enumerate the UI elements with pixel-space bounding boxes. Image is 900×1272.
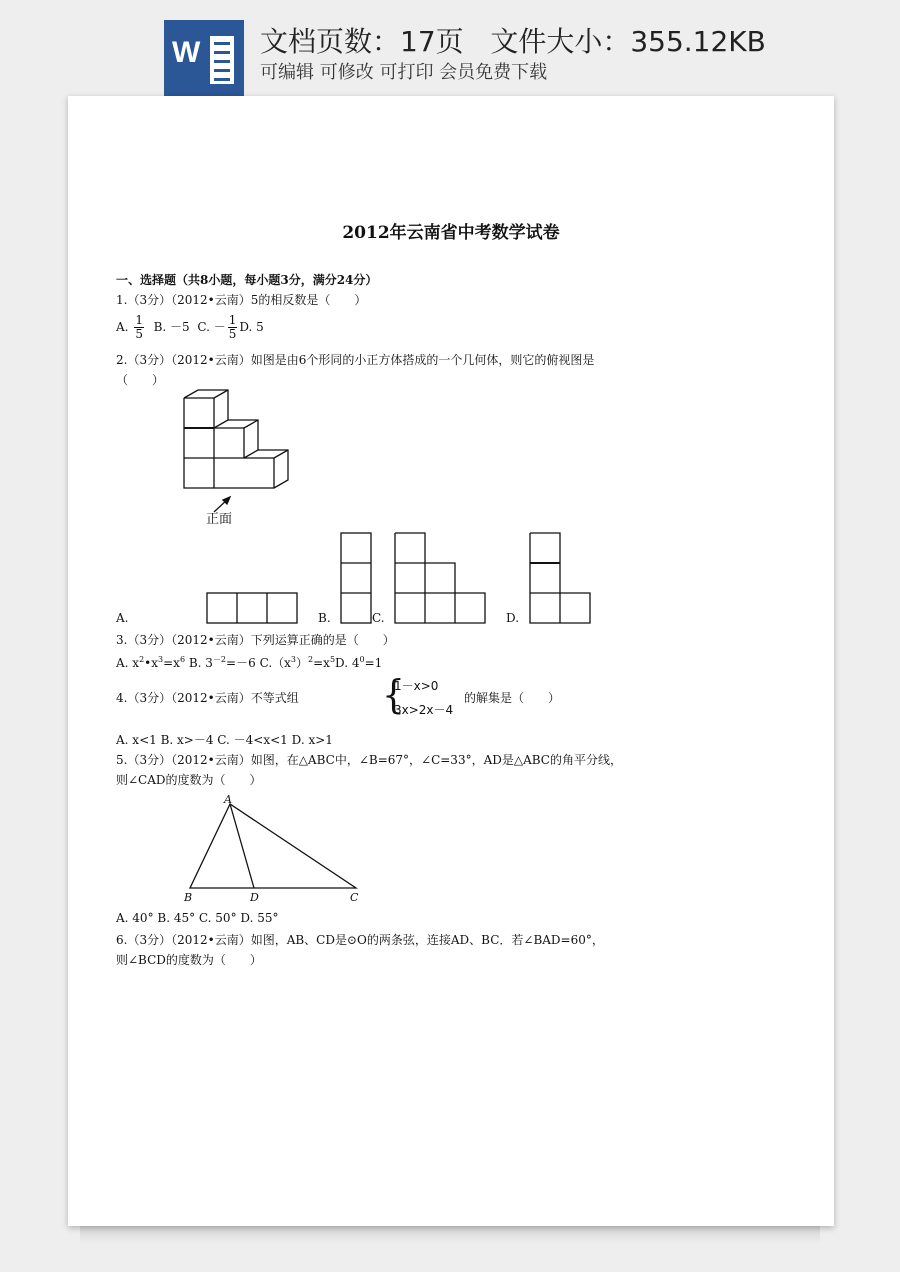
q5-stem: 5.（3分）（2012•云南）如图，在△ABC中，∠B=67°，∠C=33°，AD是△ABC的角平分线， [116,753,622,767]
header-banner [0,0,900,100]
word-icon-lines [210,36,234,84]
q5-label-d: D [250,891,259,904]
q2-option-b-figure [340,532,372,624]
q3-a-exp2: 3 [158,655,164,664]
q4-line2: 3x>2x－4 [394,703,454,717]
q5-label-c: C [350,891,359,904]
q1-c-numerator: 1 [228,313,237,327]
q3-options [116,652,382,671]
q4-stem-post: 的解集是（ ） [464,691,561,705]
q1-stem: 1.（3分）（2012•云南）5的相反数是（ ） [116,293,367,307]
page-shadow [80,1226,820,1244]
q1-options [116,312,264,342]
page-title: 2012年云南省中考数学试卷 [342,223,560,243]
q3-d-exp: 0 [359,655,365,664]
q3-stem: 3.（3分）（2012•云南）下列运算正确的是（ ） [116,633,395,647]
q3-c-text3: =x [313,656,330,670]
q3-a-text2: •x [144,656,159,670]
section-heading: 一、选择题（共8小题，每小题3分，满分24分） [116,273,378,287]
q2-option-a-figure [206,592,298,624]
q1-option-d: D. 5 [239,320,264,334]
q1-fraction-a [134,314,144,341]
q2-option-d-figure [529,532,591,624]
q3-c-exp3: 5 [329,655,336,664]
word-document-icon [164,20,244,96]
word-icon-letter: W [172,36,201,69]
q2-cube-figure [184,390,294,490]
q6-stem: 6.（3分）（2012•云南）如图，AB、CD是⊙O的两条弦，连接AD、BC．若∠BAD=60°， [116,933,604,947]
q5-label-a: A [224,793,232,806]
q3-a-exp3: 6 [179,655,186,664]
q3-d-text2: =1 [364,656,383,670]
q3-c-text1: C.（x [259,656,291,670]
q2-option-c-label: C. [372,611,385,625]
q1-option-a: A. [116,320,129,334]
q5-options: A. 40° B. 45° C. 50° D. 55° [116,911,279,925]
q4-brace: { [382,672,405,718]
q1-fraction-c [228,314,238,341]
q1-a-numerator: 1 [135,313,143,327]
q1-c-denominator: 5 [228,327,237,341]
q3-d-text1: D. 4 [335,656,360,670]
q2-option-b-label: B. [318,611,331,625]
q4-options: A. x<1 B. x>－4 C. －4<x<1 D. x>1 [116,733,333,747]
q4-line1: 1－x>0 [394,679,439,693]
document-features: 可编辑 可修改 可打印 会员免费下载 [260,62,548,83]
q6-stem-cont: 则∠BCD的度数为（ ） [116,953,262,967]
q2-option-d-label: D. [506,611,520,625]
q5-stem-cont: 则∠CAD的度数为（ ） [116,773,262,787]
q2-stem: 2.（3分）（2012•云南）如图是由6个形同的小正方体搭成的一个几何体，则它的俯视图是 [116,353,595,367]
q1-option-c: C. － [197,320,226,334]
q3-b-text1: B. 3 [185,656,213,670]
q5-label-b: B [184,891,193,904]
front-label: 正面 [206,512,233,527]
q3-c-exp1: 3 [290,655,296,664]
q2-stem-cont: （ ） [116,373,165,387]
q3-c-exp2: 2 [308,655,314,664]
q1-a-denominator: 5 [135,327,143,341]
q3-a-text1: A. x [116,656,140,670]
q5-triangle-figure [180,790,370,906]
q2-option-c-figure [394,532,486,624]
q1-option-b: B. －5 [153,320,190,334]
q3-b-text2: =－6 [226,656,256,670]
q3-c-text2: ） [296,656,309,670]
q3-a-text3: =x [163,656,180,670]
document-meta: 文档页数：17页 文件大小：355.12KB [260,25,766,58]
q4-stem-pre: 4.（3分）（2012•云南）不等式组 [116,691,299,705]
q3-a-exp1: 2 [139,655,145,664]
q3-b-exp: －2 [212,655,227,664]
q2-option-a-label: A. [116,611,129,625]
